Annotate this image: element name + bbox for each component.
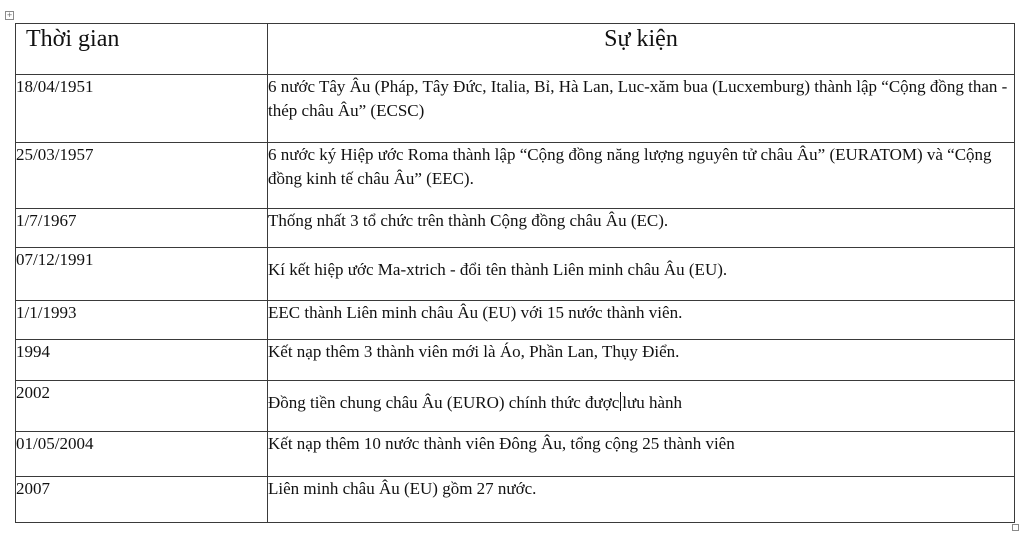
row-event: EEC thành Liên minh châu Âu (EU) với 15 nước thành viên. bbox=[268, 301, 1015, 340]
table-resize-handle-icon[interactable] bbox=[1012, 524, 1019, 531]
table-row bbox=[16, 209, 1015, 248]
table-row bbox=[16, 143, 1015, 209]
table-row bbox=[16, 432, 1015, 477]
table-row bbox=[16, 301, 1015, 340]
row-time: 2007 bbox=[16, 477, 268, 523]
row-time: 18/04/1951 bbox=[16, 75, 268, 143]
row-event: Liên minh châu Âu (EU) gồm 27 nước. bbox=[268, 477, 1015, 523]
row-event: Kết nạp thêm 3 thành viên mới là Áo, Phần Lan, Thụy Điển. bbox=[268, 340, 1015, 381]
row-time: 2002 bbox=[16, 381, 268, 432]
row-event: 6 nước ký Hiệp ước Roma thành lập “Cộng đồng năng lượng nguyên tử châu Âu” (EURATOM) và “Cộng đồng kinh tế châu Âu” (EEC). bbox=[268, 143, 1015, 209]
row-time: 1/7/1967 bbox=[16, 209, 268, 248]
table-row bbox=[16, 340, 1015, 381]
row-event: Thống nhất 3 tổ chức trên thành Cộng đồng châu Âu (EC). bbox=[268, 209, 1015, 248]
row-event-text-before-caret: Đồng tiền chung châu Âu (EURO) chính thức được bbox=[268, 393, 620, 412]
table-row bbox=[16, 381, 1015, 432]
row-event[interactable] bbox=[268, 381, 1015, 432]
table-move-handle-icon[interactable]: + bbox=[6, 11, 13, 19]
events-table bbox=[15, 23, 1015, 523]
row-event: Kết nạp thêm 10 nước thành viên Đông Âu, tổng cộng 25 thành viên bbox=[268, 432, 1015, 477]
row-event: Kí kết hiệp ước Ma-xtrich - đổi tên thành Liên minh châu Âu (EU). bbox=[268, 248, 1015, 301]
row-time: 25/03/1957 bbox=[16, 143, 268, 209]
row-time: 01/05/2004 bbox=[16, 432, 268, 477]
row-time: 07/12/1991 bbox=[16, 248, 268, 301]
row-event-text-after-caret: lưu hành bbox=[622, 393, 683, 412]
header-time: Thời gian bbox=[16, 24, 268, 75]
row-event: 6 nước Tây Âu (Pháp, Tây Đức, Italia, Bỉ, Hà Lan, Luc-xăm bua (Lucxemburg) thành lập “Cộng đồng than - thép châu Âu” (ECSC) bbox=[268, 75, 1015, 143]
table-row bbox=[16, 248, 1015, 301]
header-event: Sự kiện bbox=[268, 24, 1015, 75]
row-time: 1/1/1993 bbox=[16, 301, 268, 340]
table-header-row bbox=[16, 24, 1015, 75]
row-time: 1994 bbox=[16, 340, 268, 381]
table-row bbox=[16, 477, 1015, 523]
table-row bbox=[16, 75, 1015, 143]
